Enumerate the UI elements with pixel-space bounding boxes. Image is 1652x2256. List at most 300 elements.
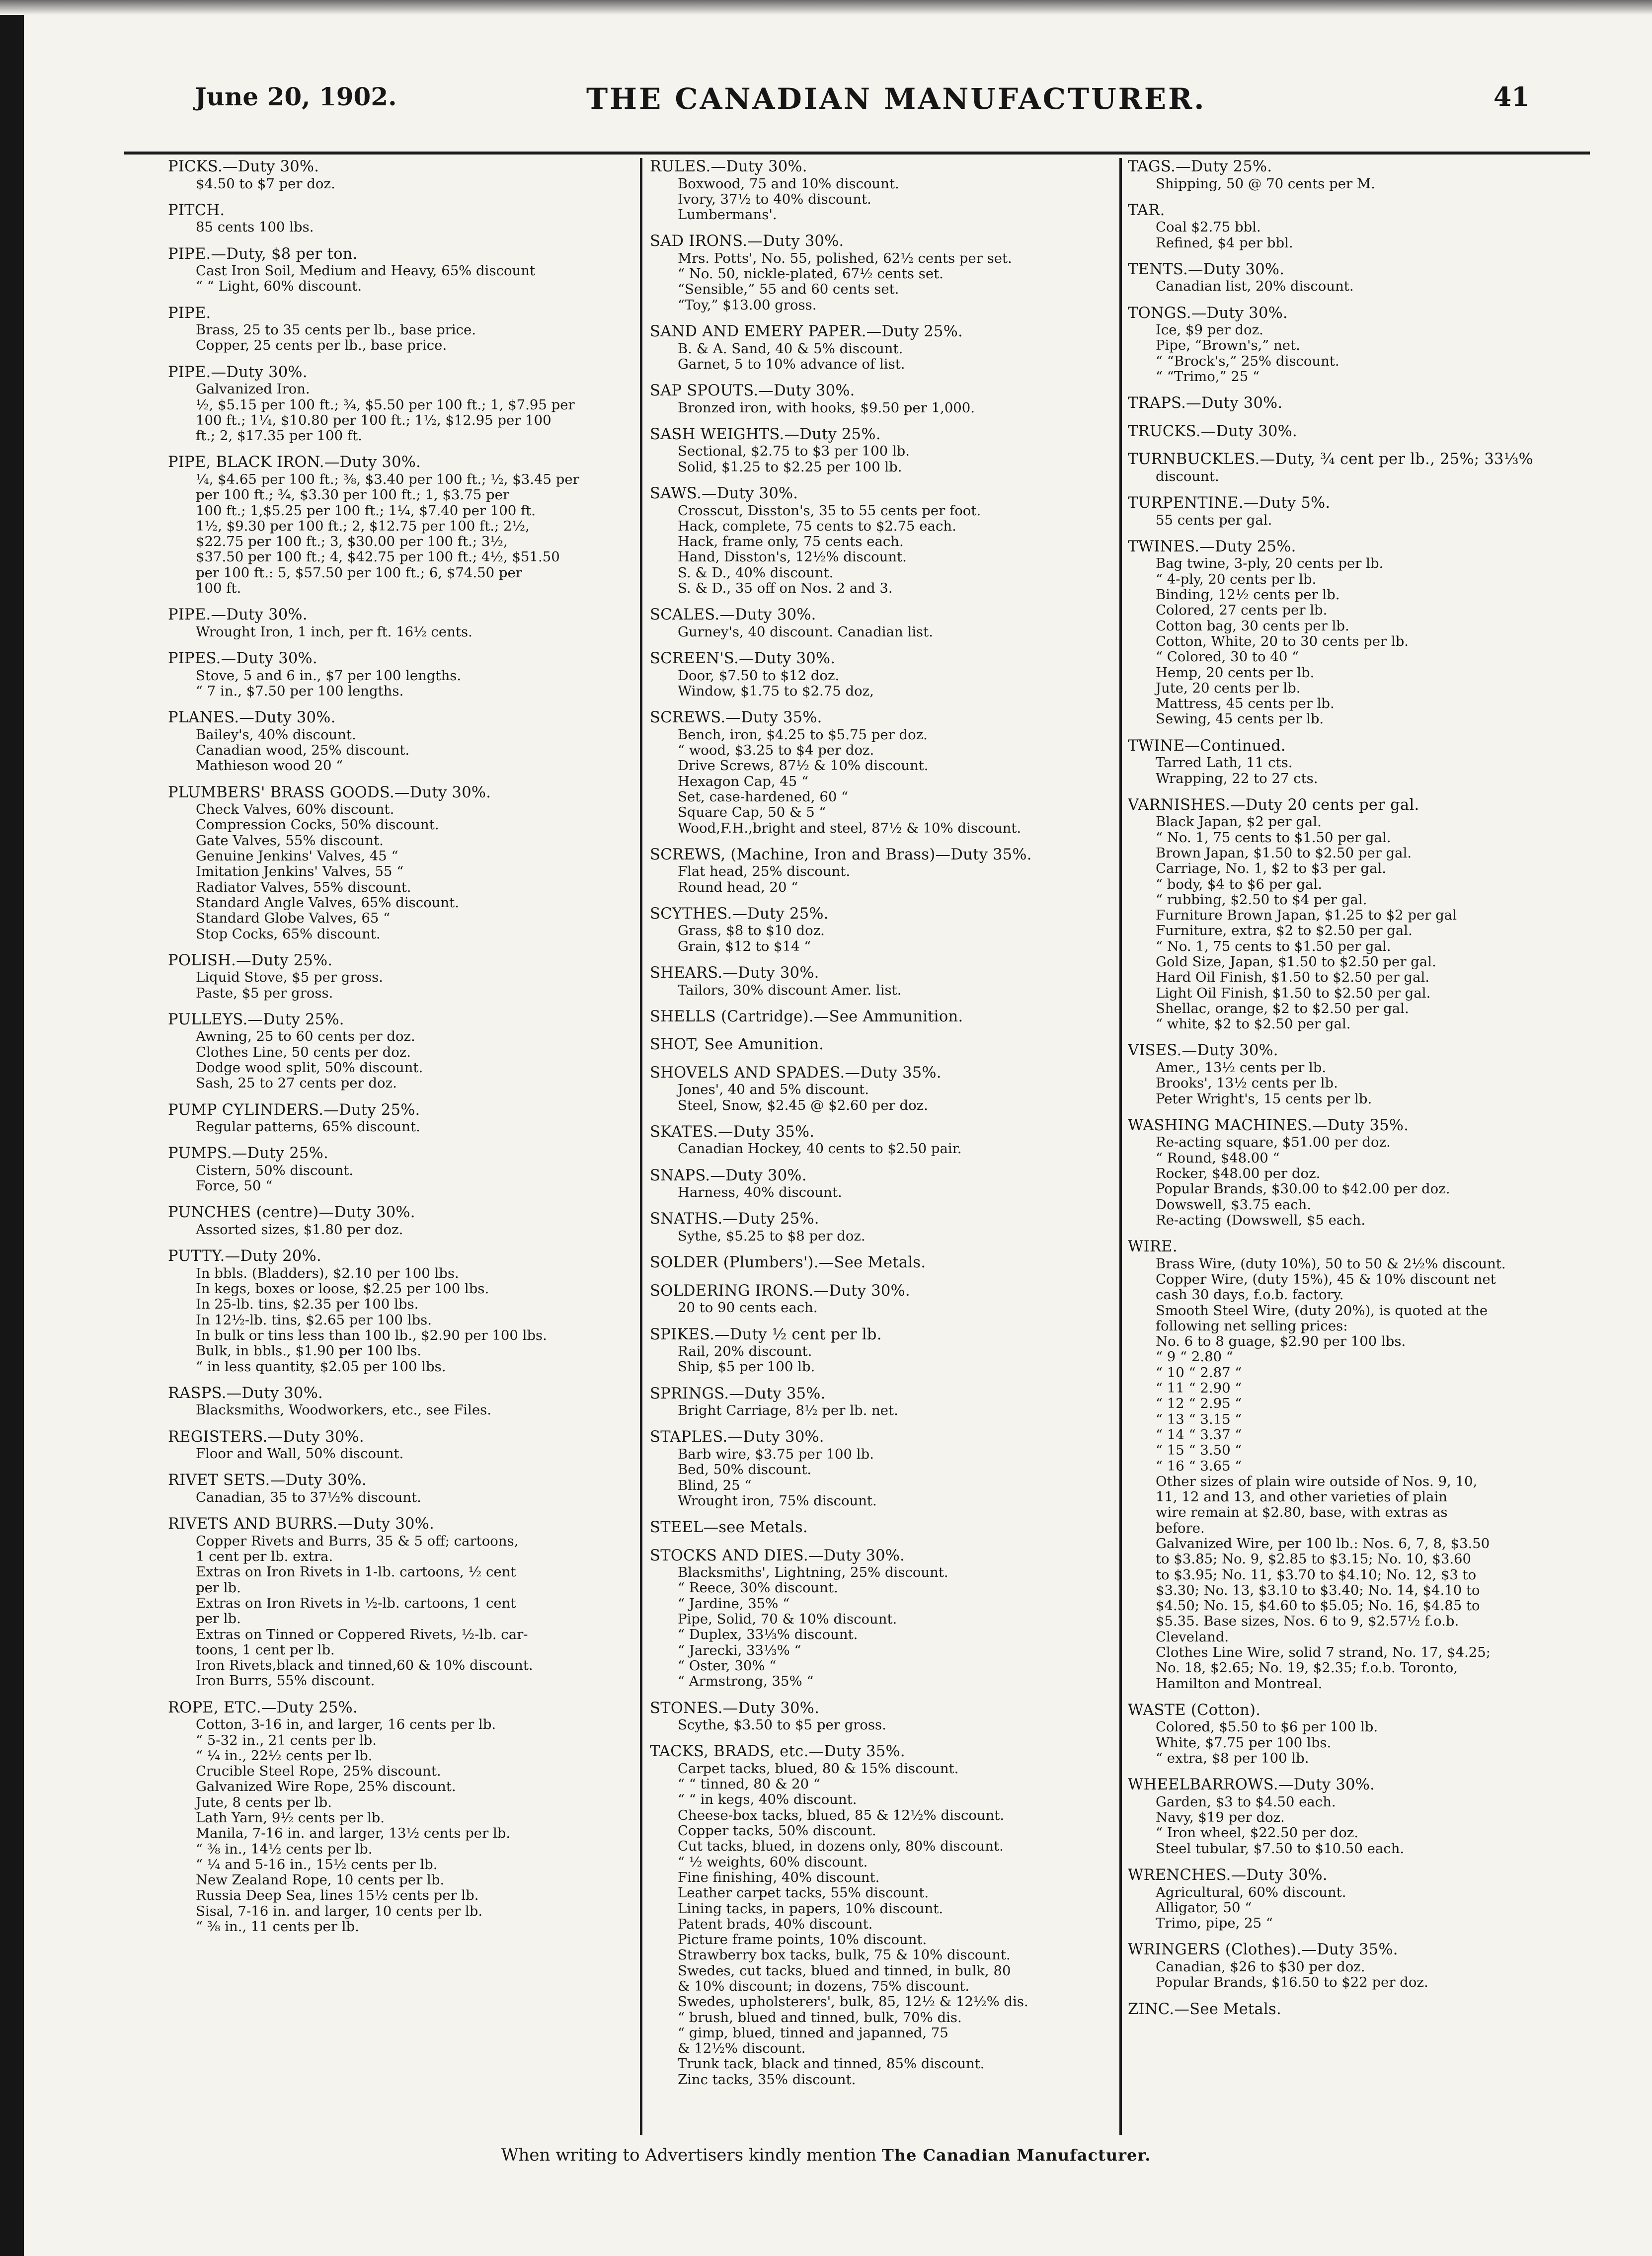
entry-line: Iron Rivets,black and tinned,60 & 10% discount.	[196, 1657, 533, 1674]
entry-line: In bbls. (Bladders), $2.10 per 100 lbs.	[196, 1265, 459, 1281]
entry-line: Paste, $5 per gross.	[196, 985, 333, 1001]
price-entry	[650, 158, 1114, 223]
entry-heading: SOLDERING IRONS.—Duty 30%.	[650, 1282, 910, 1300]
price-entry	[1128, 305, 1605, 385]
entry-heading: SHELLS (Cartridge).—See Ammunition.	[650, 1008, 963, 1025]
entry-heading: SHEARS.—Duty 30%.	[650, 964, 819, 982]
entry-line: Sisal, 7-16 in. and larger, 10 cents per lb.	[196, 1903, 483, 1919]
price-entry	[168, 1385, 632, 1418]
entry-line: Scythe, $3.50 to $5 per gross.	[678, 1717, 886, 1733]
entry-line: Awning, 25 to 60 cents per doz.	[196, 1028, 415, 1045]
price-entry	[650, 1700, 1114, 1733]
entry-line: Tarred Lath, 11 cts.	[1156, 755, 1293, 771]
price-entry	[168, 784, 632, 942]
entry-line: Russia Deep Sea, lines 15½ cents per lb.	[196, 1887, 479, 1904]
entry-line: Mrs. Potts', No. 55, polished, 62½ cents per set.	[678, 250, 1012, 266]
price-entry	[1128, 261, 1605, 295]
entry-line: Lining tacks, in papers, 10% discount.	[678, 1900, 944, 1917]
entry-line: Strawberry box tacks, bulk, 75 & 10% discount.	[678, 1947, 1011, 1963]
entry-line: Drive Screws, 87½ & 10% discount.	[678, 758, 929, 774]
entry-line: Jones', 40 and 5% discount.	[678, 1082, 869, 1098]
entry-line: “ No. 1, 75 cents to $1.50 per gal.	[1156, 938, 1391, 954]
entry-line: Ivory, 37½ to 40% discount.	[678, 191, 871, 207]
entry-line: Assorted sizes, $1.80 per doz.	[196, 1221, 403, 1238]
entry-line: Wrought Iron, 1 inch, per ft. 16½ cents.	[196, 623, 472, 640]
header-rule	[124, 152, 1590, 155]
entry-line: Wood,F.H.,bright and steel, 87½ & 10% discount.	[678, 820, 1022, 836]
entry-line: Carriage, No. 1, $2 to $3 per gal.	[1156, 860, 1386, 877]
entry-line: “ ¼ in., 22½ cents per lb.	[196, 1747, 373, 1764]
price-entry	[1128, 796, 1605, 1032]
entry-line: Jute, 20 cents per lb.	[1156, 680, 1301, 696]
entry-heading: ZINC.—See Metals.	[1128, 2000, 1281, 2018]
entry-line: Colored, $5.50 to $6 per 100 lb.	[1156, 1719, 1378, 1735]
entry-heading: RIVET SETS.—Duty 30%.	[168, 1472, 367, 1489]
entry-line: Popular Brands, $16.50 to $22 per doz.	[1156, 1974, 1428, 1991]
entry-line: Check Valves, 60% discount.	[196, 801, 394, 818]
entry-line: “ “Brock's,” 25% discount.	[1156, 353, 1339, 369]
entry-line: Boxwood, 75 and 10% discount.	[678, 175, 899, 192]
entry-line: Cleveland.	[1156, 1629, 1229, 1645]
entry-line: Galvanized Wire, per 100 lb.: Nos. 6, 7, 8, $3.50	[1156, 1536, 1490, 1552]
entry-line: No. 18, $2.65; No. 19, $2.35; f.o.b. Toronto,	[1156, 1660, 1458, 1676]
entry-line: & 12½% discount.	[678, 2040, 806, 2057]
entry-line: Canadian Hockey, 40 cents to $2.50 pair.	[678, 1141, 962, 1157]
entry-heading: STAPLES.—Duty 30%.	[650, 1428, 824, 1446]
entry-heading: SAD IRONS.—Duty 30%.	[650, 233, 844, 250]
entry-line: Amer., 13½ cents per lb.	[1156, 1059, 1327, 1076]
entry-line: Extras on Iron Rivets in ½-lb. cartoons, 1 cent	[196, 1595, 516, 1611]
entry-line: 1 cent per lb. extra.	[196, 1549, 333, 1565]
page-number: 41	[1494, 82, 1530, 112]
entry-line: Flat head, 25% discount.	[678, 863, 851, 880]
entry-line: Cheese-box tacks, blued, 85 & 12½% discount.	[678, 1807, 1005, 1823]
price-entry	[1128, 1776, 1605, 1857]
entry-heading: PUTTY.—Duty 20%.	[168, 1247, 321, 1265]
entry-line: Copper Rivets and Burrs, 35 & 5 off; cartoons,	[196, 1533, 519, 1549]
price-entry	[1128, 1117, 1605, 1228]
price-entry	[650, 1210, 1114, 1244]
price-entry	[168, 1515, 632, 1689]
entry-line: In bulk or tins less than 100 lb., $2.90 per 100 lbs.	[196, 1327, 547, 1343]
price-entry	[168, 1101, 632, 1135]
price-entry	[1128, 423, 1605, 441]
entry-line: Steel, Snow, $2.45 @ $2.60 per doz.	[678, 1097, 928, 1113]
entry-line: Solid, $1.25 to $2.25 per 100 lb.	[678, 459, 902, 475]
entry-line: Cotton, White, 20 to 30 cents per lb.	[1156, 633, 1409, 649]
entry-line: 100 ft.; 1¼, $10.80 per 100 ft.; 1½, $12.95 per 100	[196, 412, 551, 428]
entry-line: Rocker, $48.00 per doz.	[1156, 1165, 1321, 1181]
price-entry	[650, 1519, 1114, 1537]
entry-line: “ wood, $3.25 to $4 per doz.	[678, 742, 874, 759]
footer-publication: The Canadian Manufacturer.	[881, 2146, 1151, 2165]
entry-line: Hemp, 20 cents per lb.	[1156, 664, 1315, 681]
entry-line: 11, 12 and 13, and other varieties of plain	[1156, 1489, 1447, 1505]
entry-line: Popular Brands, $30.00 to $42.00 per doz.	[1156, 1181, 1450, 1197]
entry-heading: TRUCKS.—Duty 30%.	[1128, 422, 1298, 440]
entry-heading: RULES.—Duty 30%.	[650, 158, 807, 175]
entry-line: 100 ft.; 1,$5.25 per 100 ft.; 1¼, $7.40 per 100 ft.	[196, 502, 536, 519]
entry-line: In kegs, boxes or loose, $2.25 per 100 lbs.	[196, 1281, 489, 1297]
entry-line: Brass Wire, (duty 10%), 50 to 50 & 2½% discount.	[1156, 1255, 1506, 1272]
entry-heading: SPRINGS.—Duty 35%.	[650, 1385, 826, 1402]
entry-line: & 10% discount; in dozens, 75% discount.	[678, 1978, 970, 1994]
entry-line: ¼, $4.65 per 100 ft.; ⅜, $3.40 per 100 ft.; ½, $3.45 per	[196, 471, 579, 487]
entry-line: Gurney's, 40 discount. Canadian list.	[678, 623, 933, 640]
entry-line: Shellac, orange, $2 to $2.50 per gal.	[1156, 1000, 1409, 1016]
entry-line: Leather carpet tacks, 55% discount.	[678, 1885, 929, 1901]
entry-line: “ “ in kegs, 40% discount.	[678, 1791, 857, 1808]
price-entry	[168, 1247, 632, 1375]
entry-heading: SHOVELS AND SPADES.—Duty 35%.	[650, 1064, 942, 1082]
entry-line: before.	[1156, 1520, 1205, 1536]
entry-line: Pipe, Solid, 70 & 10% discount.	[678, 1611, 897, 1628]
entry-line: Floor and Wall, 50% discount.	[196, 1446, 404, 1462]
entry-line: “ “Trimo,” 25 “	[1156, 369, 1260, 385]
entry-line: Re-acting (Dowswell, $5 each.	[1156, 1212, 1366, 1228]
entry-line: “ 7 in., $7.50 per 100 lengths.	[196, 683, 404, 699]
entry-line: Binding, 12½ cents per lb.	[1156, 587, 1340, 603]
entry-heading: SPIKES.—Duty ½ cent per lb.	[650, 1325, 882, 1343]
entry-heading: PIPE.—Duty, $8 per ton.	[168, 245, 358, 263]
entry-line: “ ¼ and 5-16 in., 15½ cents per lb.	[196, 1856, 438, 1872]
price-entry	[1128, 2001, 1605, 2019]
entry-heading: VISES.—Duty 30%.	[1128, 1042, 1278, 1060]
entry-line: Cotton, 3-16 in, and larger, 16 cents per lb.	[196, 1716, 496, 1733]
entry-line: Brass, 25 to 35 cents per lb., base price.	[196, 322, 476, 338]
price-entry	[650, 1254, 1114, 1272]
entry-heading: SCYTHES.—Duty 25%.	[650, 905, 829, 923]
entry-line: Blacksmiths, Woodworkers, etc., see Files.	[196, 1402, 491, 1418]
entry-line: Copper, 25 cents per lb., base price.	[196, 337, 447, 354]
entry-line: Gold Size, Japan, $1.50 to $2.50 per gal.	[1156, 954, 1436, 970]
entry-line: Swedes, cut tacks, blued and tinned, in bulk, 80	[678, 1962, 1011, 1979]
entry-line: “ No. 1, 75 cents to $1.50 per gal.	[1156, 829, 1391, 846]
entry-line: Copper tacks, 50% discount.	[678, 1823, 876, 1839]
entry-line: Brooks', 13½ cents per lb.	[1156, 1075, 1338, 1091]
entry-heading: WIRE.	[1128, 1238, 1178, 1256]
entry-heading: TAR.	[1128, 201, 1165, 219]
entry-line: Patent brads, 40% discount.	[678, 1916, 873, 1932]
entry-line: Clothes Line Wire, solid 7 strand, No. 17, $4.25;	[1156, 1644, 1491, 1661]
entry-line: “ 16 “ 3.65 “	[1156, 1458, 1242, 1474]
entry-line: Other sizes of plain wire outside of Nos. 9, 10,	[1156, 1473, 1478, 1489]
entry-line: $5.35. Base sizes, Nos. 6 to 9, $2.57½ f.o.b.	[1156, 1613, 1459, 1630]
entry-line: Square Cap, 50 & 5 “	[678, 804, 826, 821]
entry-line: “ 13 “ 3.15 “	[1156, 1411, 1242, 1427]
price-entry	[650, 485, 1114, 596]
entry-line: Swedes, upholsterers', bulk, 85, 12½ & 12½% dis.	[678, 1994, 1028, 2010]
entry-line: B. & A. Sand, 40 & 5% discount.	[678, 340, 903, 357]
entry-heading: RIVETS AND BURRS.—Duty 30%.	[168, 1515, 435, 1533]
entry-line: Furniture, extra, $2 to $2.50 per gal.	[1156, 923, 1413, 939]
entry-line: $37.50 per 100 ft.; 4, $42.75 per 100 ft.; 4½, $51.50	[196, 549, 560, 565]
entry-line: “ Colored, 30 to 40 “	[1156, 649, 1299, 665]
entry-line: Bag twine, 3-ply, 20 cents per lb.	[1156, 555, 1384, 572]
price-entry	[650, 1385, 1114, 1419]
price-entry	[1128, 202, 1605, 251]
column-divider	[1119, 158, 1122, 2135]
entry-heading: PIPE, BLACK IRON.—Duty 30%.	[168, 454, 421, 471]
publication-title: THE CANADIAN MANUFACTURER.	[586, 82, 1206, 116]
entry-line: Ice, $9 per doz.	[1156, 322, 1263, 338]
entry-line: Picture frame points, 10% discount.	[678, 1932, 927, 1948]
issue-date: June 20, 1902.	[195, 82, 397, 111]
entry-line: Alligator, 50 “	[1156, 1899, 1252, 1916]
entry-heading: SAWS.—Duty 30%.	[650, 485, 798, 503]
price-entry	[168, 709, 632, 774]
entry-line: Sectional, $2.75 to $3 per 100 lb.	[678, 443, 910, 460]
entry-line: Hack, complete, 75 cents to $2.75 each.	[678, 518, 956, 534]
entry-line: “ 14 “ 3.37 “	[1156, 1426, 1242, 1443]
entry-line: Window, $1.75 to $2.75 doz,	[678, 683, 874, 699]
entry-line: “ Oster, 30% “	[678, 1657, 777, 1674]
entry-line: $22.75 per 100 ft.; 3, $30.00 per 100 ft.; 3½,	[196, 534, 508, 550]
entry-line: Blind, 25 “	[678, 1477, 752, 1493]
entry-heading: STEEL—see Metals.	[650, 1519, 808, 1537]
entry-line: “ 10 “ 2.87 “	[1156, 1364, 1242, 1381]
entry-heading: TWINE—Continued.	[1128, 737, 1286, 755]
entry-line: Compression Cocks, 50% discount.	[196, 817, 439, 833]
entry-line: Mathieson wood 20 “	[196, 758, 343, 774]
entry-line: Genuine Jenkins' Valves, 45 “	[196, 848, 398, 864]
entry-heading: WASTE (Cotton).	[1128, 1701, 1261, 1719]
entry-line: Galvanized Iron.	[196, 381, 310, 397]
price-entry	[650, 1008, 1114, 1026]
entry-line: to $3.85; No. 9, $2.85 to $3.15; No. 10, $3.60	[1156, 1551, 1472, 1567]
entry-line: “ Jardine, 35% “	[678, 1595, 790, 1612]
entry-line: 55 cents per gal.	[1156, 512, 1272, 528]
entry-line: Cistern, 50% discount.	[196, 1162, 354, 1178]
entry-heading: RASPS.—Duty 30%.	[168, 1384, 323, 1402]
entry-line: Peter Wright's, 15 cents per lb.	[1156, 1090, 1372, 1107]
entry-line: “ 5-32 in., 21 cents per lb.	[196, 1732, 377, 1748]
entry-line: Bailey's, 40% discount.	[196, 726, 356, 743]
price-entry	[168, 1428, 632, 1462]
entry-line: Harness, 40% discount.	[678, 1184, 842, 1201]
entry-line: “Toy,” $13.00 gross.	[678, 297, 817, 313]
entry-line: 100 ft.	[196, 580, 241, 597]
entry-line: Blacksmiths', Lightning, 25% discount.	[678, 1564, 948, 1581]
price-entry	[650, 1036, 1114, 1054]
entry-heading: PIPE.—Duty 30%.	[168, 606, 308, 624]
entry-line: Bench, iron, $4.25 to $5.75 per doz.	[678, 726, 928, 743]
price-entry	[168, 364, 632, 444]
entry-line: Bed, 50% discount.	[678, 1462, 812, 1478]
entry-heading: PLUMBERS' BRASS GOODS.—Duty 30%.	[168, 783, 491, 801]
entry-heading: TENTS.—Duty 30%.	[1128, 260, 1285, 278]
entry-line: Iron Burrs, 55% discount.	[196, 1673, 375, 1689]
entry-line: Sash, 25 to 27 cents per doz.	[196, 1075, 397, 1091]
entry-line: to $3.95; No. 11, $3.70 to $4.10; No. 12, $3 to	[1156, 1566, 1477, 1583]
price-entry	[168, 454, 632, 596]
entry-heading: TURPENTINE.—Duty 5%.	[1128, 494, 1331, 512]
entry-line: Hexagon Cap, 45 “	[678, 773, 809, 789]
entry-line: “ Armstrong, 35% “	[678, 1673, 814, 1690]
entry-heading: TACKS, BRADS, etc.—Duty 35%.	[650, 1743, 905, 1761]
entry-line: ft.; 2, $17.35 per 100 ft.	[196, 428, 362, 444]
entry-line: S. & D., 35 off on Nos. 2 and 3.	[678, 580, 893, 597]
entry-line: Brown Japan, $1.50 to $2.50 per gal.	[1156, 845, 1412, 861]
entry-line: Coal $2.75 bbl.	[1156, 219, 1261, 235]
entry-line: Galvanized Wire Rope, 25% discount.	[196, 1779, 456, 1795]
price-entry	[1128, 538, 1605, 727]
entry-line: $4.50 to $7 per doz.	[196, 175, 335, 192]
entry-line: “ rubbing, $2.50 to $4 per gal.	[1156, 891, 1367, 908]
entry-line: “ in less quantity, $2.05 per 100 lbs.	[196, 1358, 446, 1375]
price-entry	[1128, 737, 1605, 786]
entry-line: “ body, $4 to $6 per gal.	[1156, 876, 1323, 892]
entry-heading: SAND AND EMERY PAPER.—Duty 25%.	[650, 323, 963, 341]
entry-line: Trimo, pipe, 25 “	[1156, 1915, 1273, 1932]
entry-heading: SNATHS.—Duty 25%.	[650, 1210, 819, 1228]
entry-line: “ Jarecki, 33⅓% “	[678, 1642, 801, 1658]
entry-line: Ship, $5 per 100 lb.	[678, 1359, 815, 1375]
price-entry	[1128, 451, 1605, 484]
entry-line: Manila, 7-16 in. and larger, 13½ cents per lb.	[196, 1825, 511, 1842]
entry-line: Barb wire, $3.75 per 100 lb.	[678, 1446, 874, 1462]
entry-line: Canadian, 35 to 37½% discount.	[196, 1489, 421, 1505]
price-entry	[1128, 1238, 1605, 1692]
entry-line: “ “ Light, 60% discount.	[196, 278, 362, 295]
entry-heading: SCALES.—Duty 30%.	[650, 606, 816, 624]
entry-line: Fine finishing, 40% discount.	[678, 1869, 880, 1885]
entry-line: Hand, Disston's, 12½% discount.	[678, 549, 907, 565]
entry-line: “ ⅜ in., 11 cents per lb.	[196, 1919, 359, 1935]
entry-heading: VARNISHES.—Duty 20 cents per gal.	[1128, 796, 1419, 814]
entry-line: Mattress, 45 cents per lb.	[1156, 696, 1335, 712]
entry-line: Radiator Valves, 55% discount.	[196, 879, 411, 895]
entry-line: “ extra, $8 per 100 lb.	[1156, 1750, 1309, 1767]
price-entry	[168, 158, 632, 192]
entry-heading: PULLEYS.—Duty 25%.	[168, 1011, 344, 1028]
entry-line: Wrought iron, 75% discount.	[678, 1492, 877, 1509]
entry-line: S. & D., 40% discount.	[678, 564, 834, 581]
price-entry	[650, 1547, 1114, 1690]
price-entry	[650, 1326, 1114, 1375]
entry-line: Imitation Jenkins' Valves, 55 “	[196, 863, 404, 880]
price-entry	[1128, 1702, 1605, 1766]
entry-heading: SCREWS, (Machine, Iron and Brass)—Duty 35%.	[650, 846, 1032, 863]
footer-note	[0, 2145, 1652, 2165]
entry-line: Dowswell, $3.75 each.	[1156, 1196, 1312, 1213]
entry-line: Garden, $3 to $4.50 each.	[1156, 1793, 1336, 1810]
entry-line: Bright Carriage, 8½ per lb. net.	[678, 1402, 898, 1419]
entry-line: “ 11 “ 2.90 “	[1156, 1380, 1242, 1397]
price-entry	[168, 1472, 632, 1505]
entry-line: In 12½-lb. tins, $2.65 per 100 lbs.	[196, 1312, 432, 1328]
entry-heading: SCREWS.—Duty 35%.	[650, 709, 822, 727]
entry-heading: STOCKS AND DIES.—Duty 30%.	[650, 1547, 905, 1564]
entry-line: “Sensible,” 55 and 60 cents set.	[678, 281, 899, 298]
entry-line: New Zealand Rope, 10 cents per lb.	[196, 1872, 445, 1888]
entry-line: Set, case-hardened, 60 “	[678, 788, 849, 805]
entry-line: Colored, 27 cents per lb.	[1156, 602, 1328, 619]
price-entry	[1128, 394, 1605, 413]
entry-line: Crucible Steel Rope, 25% discount.	[196, 1763, 441, 1780]
price-entry	[650, 709, 1114, 836]
price-entry	[650, 1428, 1114, 1509]
price-entry	[650, 1743, 1114, 2088]
entry-line: “ brush, blued and tinned, bulk, 70% dis.	[678, 2009, 962, 2025]
price-entry	[1128, 494, 1605, 528]
entry-line: Re-acting square, $51.00 per doz.	[1156, 1134, 1391, 1151]
entry-line: Garnet, 5 to 10% advance of list.	[678, 356, 905, 372]
entry-line: Sythe, $5.25 to $8 per doz.	[678, 1228, 865, 1244]
price-entry	[650, 1064, 1114, 1113]
entry-line: discount.	[1156, 468, 1219, 484]
entry-line: Canadian, $26 to $30 per doz.	[1156, 1958, 1365, 1975]
entry-line: Canadian list, 20% discount.	[1156, 278, 1354, 295]
entry-line: 85 cents 100 lbs.	[196, 219, 314, 235]
entry-line: Zinc tacks, 35% discount.	[678, 2071, 856, 2088]
entry-heading: POLISH.—Duty 25%.	[168, 951, 333, 969]
price-entry	[650, 650, 1114, 699]
entry-line: 20 to 90 cents each.	[678, 1300, 818, 1316]
scan-edge-left	[0, 0, 24, 2256]
entry-heading: WASHING MACHINES.—Duty 35%.	[1128, 1116, 1409, 1134]
entry-line: “ Iron wheel, $22.50 per doz.	[1156, 1825, 1359, 1841]
price-entry	[1128, 158, 1605, 192]
entry-heading: PUMP CYLINDERS.—Duty 25%.	[168, 1101, 420, 1119]
entry-line: Grain, $12 to $14 “	[678, 938, 811, 954]
entry-line: “ 9 “ 2.80 “	[1156, 1349, 1233, 1365]
entry-line: following net selling prices:	[1156, 1318, 1348, 1334]
entry-line: Cut tacks, blued, in dozens only, 80% discount.	[678, 1838, 1004, 1855]
entry-line: Agricultural, 60% discount.	[1156, 1884, 1346, 1900]
entry-line: Standard Angle Valves, 65% discount.	[196, 894, 459, 911]
entry-line: Shipping, 50 @ 70 cents per M.	[1156, 175, 1375, 192]
entry-line: cash 30 days, f.o.b. factory.	[1156, 1287, 1344, 1303]
entry-heading: SCREEN'S.—Duty 30%.	[650, 650, 836, 668]
entry-heading: REGISTERS.—Duty 30%.	[168, 1428, 364, 1446]
entry-heading: TWINES.—Duty 25%.	[1128, 538, 1296, 555]
entry-line: Jute, 8 cents per lb.	[196, 1794, 332, 1810]
entry-line: “ “ tinned, 80 & 20 “	[678, 1776, 820, 1792]
entry-line: “ 12 “ 2.95 “	[1156, 1396, 1242, 1412]
price-entry	[650, 846, 1114, 895]
entry-line: Stop Cocks, 65% discount.	[196, 926, 381, 942]
entry-line: Sewing, 45 cents per lb.	[1156, 711, 1324, 727]
price-entry	[168, 1699, 632, 1935]
entry-line: Wrapping, 22 to 27 cts.	[1156, 770, 1318, 786]
entry-line: Carpet tacks, blued, 80 & 15% discount.	[678, 1760, 959, 1777]
entry-line: “ Reece, 30% discount.	[678, 1580, 838, 1596]
entry-line: “ white, $2 to $2.50 per gal.	[1156, 1016, 1351, 1032]
entry-heading: PIPE.	[168, 304, 211, 322]
entry-line: Regular patterns, 65% discount.	[196, 1119, 420, 1135]
price-entry	[168, 952, 632, 1001]
price-entry	[650, 382, 1114, 416]
price-entry	[168, 1011, 632, 1091]
price-entry	[168, 202, 632, 235]
price-entry	[650, 964, 1114, 998]
price-entry	[1128, 1941, 1605, 1990]
entry-line: Cotton bag, 30 cents per lb.	[1156, 618, 1349, 634]
entry-line: Clothes Line, 50 cents per doz.	[196, 1044, 411, 1060]
column-divider	[640, 158, 642, 2135]
entry-heading: PUNCHES (centre)—Duty 30%.	[168, 1204, 415, 1222]
price-entry	[168, 245, 632, 295]
entry-heading: PLANES.—Duty 30%.	[168, 709, 336, 727]
entry-line: per lb.	[196, 1579, 241, 1596]
entry-line: per lb.	[196, 1611, 241, 1627]
entry-heading: TURNBUCKLES.—Duty, ¾ cent per lb., 25%; 33⅓%	[1128, 451, 1533, 468]
price-entry	[168, 1145, 632, 1194]
entry-line: “ 15 “ 3.50 “	[1156, 1442, 1242, 1459]
entry-heading: SAP SPOUTS.—Duty 30%.	[650, 382, 855, 400]
entry-heading: SOLDER (Plumbers').—See Metals.	[650, 1254, 926, 1272]
